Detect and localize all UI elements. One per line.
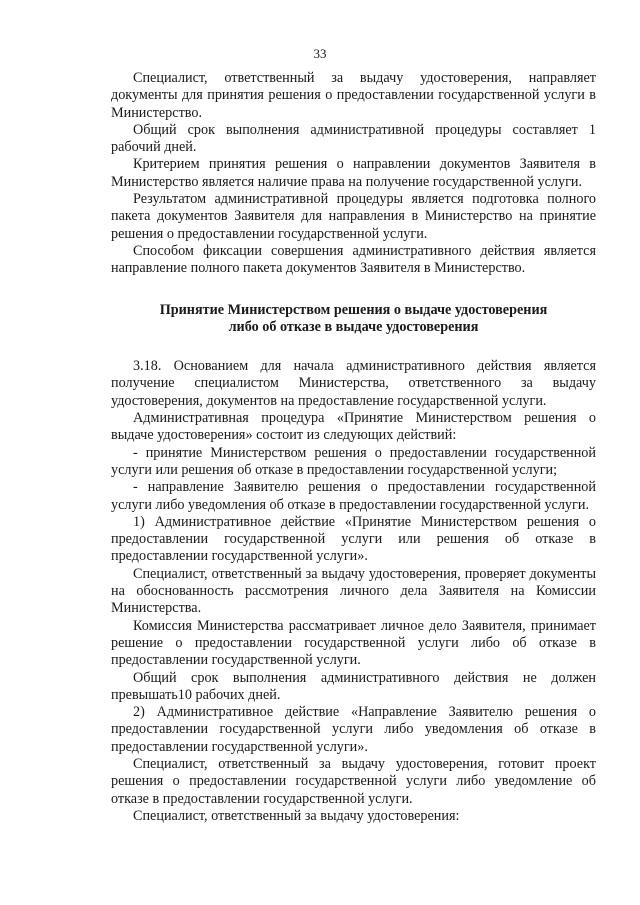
paragraph: - принятие Министерством решения о предоставлении государственной услуги или решения об отказе в предоставлении государственной услуги; [111, 444, 596, 478]
paragraph: Способом фиксации совершения административного действия является направление полного пакета документов Заявителя в Министерство. [111, 242, 596, 277]
section-heading [111, 302, 596, 337]
paragraph: 3.18. Основанием для начала административного действия является получение специалистом Министерства, ответственного за выдачу удостоверения, документов на предоставление государственной услуги. [111, 358, 596, 409]
paragraph: Специалист, ответственный за выдачу удостоверения: [133, 807, 460, 824]
paragraph: Общий срок выполнения административного действия не должен превышать10 рабочих дней. [111, 669, 596, 703]
paragraph: Общий срок выполнения административной процедуры составляет 1 рабочий дней. [111, 121, 596, 156]
paragraph: Специалист, ответственный за выдачу удостоверения, направляет документы для принятия решения о предоставлении государственной услуги в Министерство. [111, 70, 596, 121]
paragraph: 1) Административное действие «Принятие Министерством решения о предоставлении государственной услуги или решения об отказе в предоставлении государственной услуги». [111, 513, 596, 565]
page-number: 33 [313, 46, 327, 61]
section-heading-line: Принятие Министерством решения о выдаче удостоверения [159, 301, 548, 318]
document-body [111, 70, 596, 825]
paragraph: Критерием принятия решения о направлении документов Заявителя в Министерство является наличие права на получение государственной услуги. [111, 156, 596, 190]
paragraph: 2) Административное действие «Направление Заявителю решения о предоставлении государственной услуги либо уведомления об отказе в предоставлении государственной услуги». [111, 704, 596, 755]
paragraph: Специалист, ответственный за выдачу удостоверения, проверяет документы на обоснованность рассмотрения личного дела Заявителя на Комиссии Министерства. [111, 565, 596, 617]
paragraph: Результатом административной процедуры является подготовка полного пакета документов Заявителя для направления в Министерство на принятие решения о предоставлении государственной услуги. [111, 191, 596, 242]
paragraph: Специалист, ответственный за выдачу удостоверения, готовит проект решения о предоставлении государственной услуги либо уведомление об отказе в предоставлении государственной услуги. [111, 755, 596, 807]
paragraph: Комиссия Министерства рассматривает личное дело Заявителя, принимает решение о предоставлении государственной услуги либо об отказе в предоставлении государственной услуги. [111, 617, 596, 669]
section-heading-line: либо об отказе в выдаче удостоверения [228, 318, 479, 335]
paragraph: Административная процедура «Принятие Министерством решения о выдаче удостоверения» состоит из следующих действий: [111, 410, 596, 444]
paragraph: - направление Заявителю решения о предоставлении государственной услуги либо уведомления об отказе в предоставлении государственной услуги. [111, 479, 596, 513]
